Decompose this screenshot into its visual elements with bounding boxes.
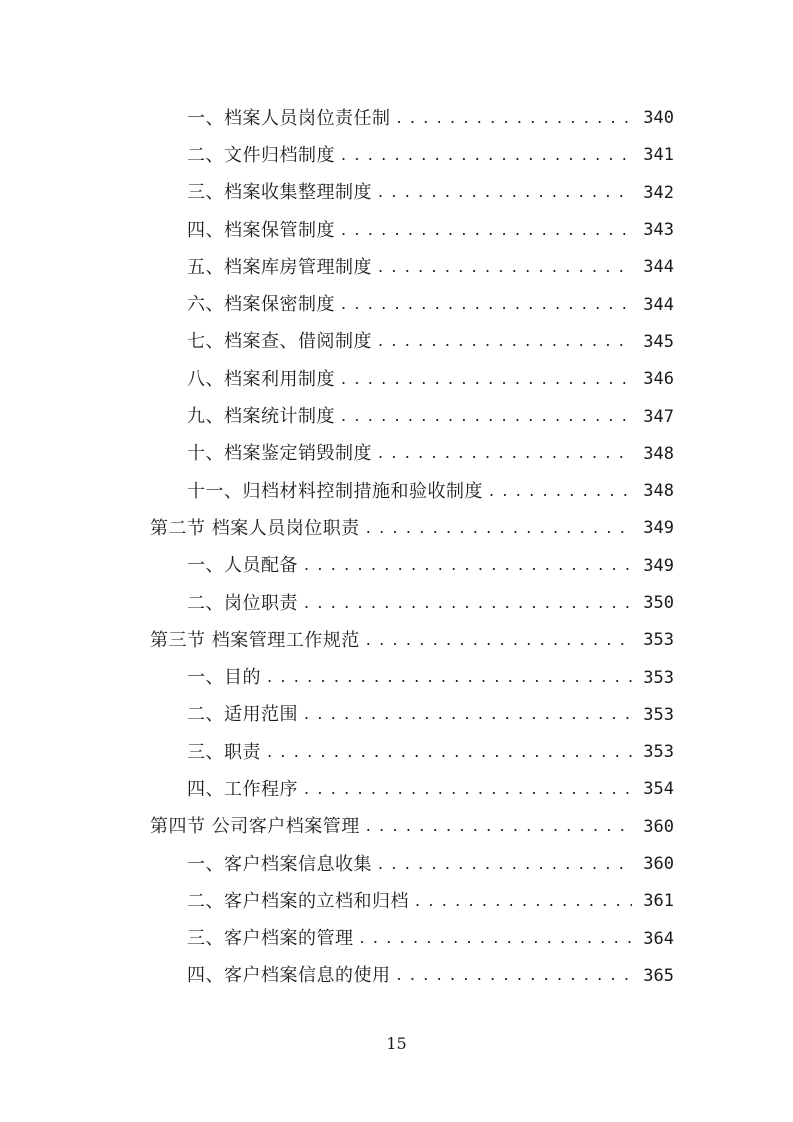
toc-dot-leader [366,818,632,836]
toc-dot-leader [397,967,633,985]
toc-entry-title: 四、档案保管制度 [187,219,335,241]
toc-entry-page-number: 360 [643,854,674,875]
toc-dot-leader [267,669,632,687]
toc-entry-title: 一、档案人员岗位责任制 [187,107,391,129]
toc-entry-title: 一、人员配备 [187,555,298,577]
toc-dot-leader [366,632,632,650]
toc-entry-page-number: 343 [643,220,674,241]
toc-entry[interactable] [0,697,793,734]
toc-entry-title: 八、档案利用制度 [187,368,335,390]
page-number: 15 [386,1034,407,1053]
toc-entry-title: 九、档案统计制度 [187,406,335,428]
toc-entry-page-number: 350 [643,593,674,613]
toc-entry-page-number: 347 [643,406,674,427]
toc-entry-title: 三、档案收集整理制度 [187,182,372,204]
toc-section-entry[interactable] [0,809,793,846]
toc-entry-page-number: 344 [643,257,674,278]
toc-entry[interactable] [0,921,793,958]
toc-dot-leader [304,557,632,575]
toc-dot-leader [341,296,632,314]
toc-entry-page-number: 354 [643,779,674,800]
toc-entry[interactable] [0,286,793,323]
toc-dot-leader [378,445,632,463]
toc-entry-title: 一、客户档案信息收集 [187,853,372,875]
toc-entry-page-number: 365 [643,965,674,986]
toc-dot-leader [378,259,632,277]
toc-dot-leader [304,781,632,799]
toc-dot-leader [397,110,633,128]
toc-entry[interactable] [0,100,793,137]
toc-entry-page-number: 353 [643,742,674,763]
toc-dot-leader [415,893,632,911]
table-of-contents [0,100,793,995]
toc-entry-page-number: 353 [643,630,674,651]
toc-entry-page-number: 345 [643,331,674,352]
toc-entry[interactable] [0,137,793,174]
toc-entry[interactable] [0,436,793,473]
toc-entry-page-number: 346 [643,369,674,390]
toc-entry-title: 三、职责 [187,741,261,763]
toc-entry[interactable] [0,846,793,883]
toc-entry[interactable] [0,958,793,995]
toc-section-entry[interactable] [0,622,793,659]
toc-entry[interactable] [0,473,793,510]
toc-entry-page-number: 348 [643,481,674,502]
toc-section-entry[interactable] [0,510,793,547]
toc-entry-page-number: 349 [643,555,674,576]
toc-entry-page-number: 364 [643,928,674,949]
toc-entry[interactable] [0,548,793,585]
toc-entry-title: 五、档案库房管理制度 [187,256,372,278]
toc-entry-title: 一、目的 [187,667,261,689]
toc-entry[interactable] [0,883,793,920]
toc-entry-title: 七、档案查、借阅制度 [187,331,372,353]
toc-entry-title: 十一、归档材料控制措施和验收制度 [187,480,483,502]
toc-entry-title: 二、文件归档制度 [187,144,335,166]
toc-dot-leader [360,930,633,948]
toc-entry-page-number: 348 [643,443,674,464]
toc-entry-title: 十、档案鉴定销毁制度 [187,443,372,465]
toc-entry-page-number: 349 [643,518,674,539]
toc-dot-leader [378,856,632,874]
toc-entry-title: 第四节 公司客户档案管理 [150,816,360,838]
toc-entry[interactable] [0,361,793,398]
toc-entry[interactable] [0,734,793,771]
toc-entry-page-number: 361 [643,891,674,912]
toc-entry-page-number: 341 [643,145,674,166]
toc-dot-leader [341,147,632,165]
toc-entry-title: 四、客户档案信息的使用 [187,965,391,987]
toc-entry-title: 第二节 档案人员岗位职责 [150,517,360,539]
toc-dot-leader [366,520,632,538]
toc-dot-leader [378,333,632,351]
toc-entry-title: 二、客户档案的立档和归档 [187,890,409,912]
toc-entry[interactable] [0,398,793,435]
toc-entry-page-number: 342 [643,182,674,203]
toc-dot-leader [341,222,632,240]
toc-entry-page-number: 344 [643,294,674,315]
toc-dot-leader [378,184,632,202]
toc-dot-leader [304,706,632,724]
toc-dot-leader [489,483,632,501]
toc-entry-page-number: 360 [643,816,674,837]
toc-dot-leader [341,371,632,389]
toc-dot-leader [304,595,632,613]
toc-entry[interactable] [0,249,793,286]
toc-entry-page-number: 353 [643,704,674,725]
toc-entry[interactable] [0,175,793,212]
toc-dot-leader [341,408,632,426]
toc-entry-title: 四、工作程序 [187,778,298,800]
toc-entry-title: 二、岗位职责 [187,592,298,614]
toc-entry-title: 第三节 档案管理工作规范 [150,629,360,651]
toc-entry[interactable] [0,585,793,622]
toc-entry-page-number: 340 [643,108,674,129]
toc-entry-title: 二、适用范围 [187,704,298,726]
toc-entry[interactable] [0,324,793,361]
toc-entry[interactable] [0,659,793,696]
toc-entry-title: 三、客户档案的管理 [187,928,354,950]
toc-entry[interactable] [0,212,793,249]
toc-entry-title: 六、档案保密制度 [187,294,335,316]
toc-dot-leader [267,744,632,762]
toc-entry-page-number: 353 [643,667,674,688]
toc-entry[interactable] [0,771,793,808]
